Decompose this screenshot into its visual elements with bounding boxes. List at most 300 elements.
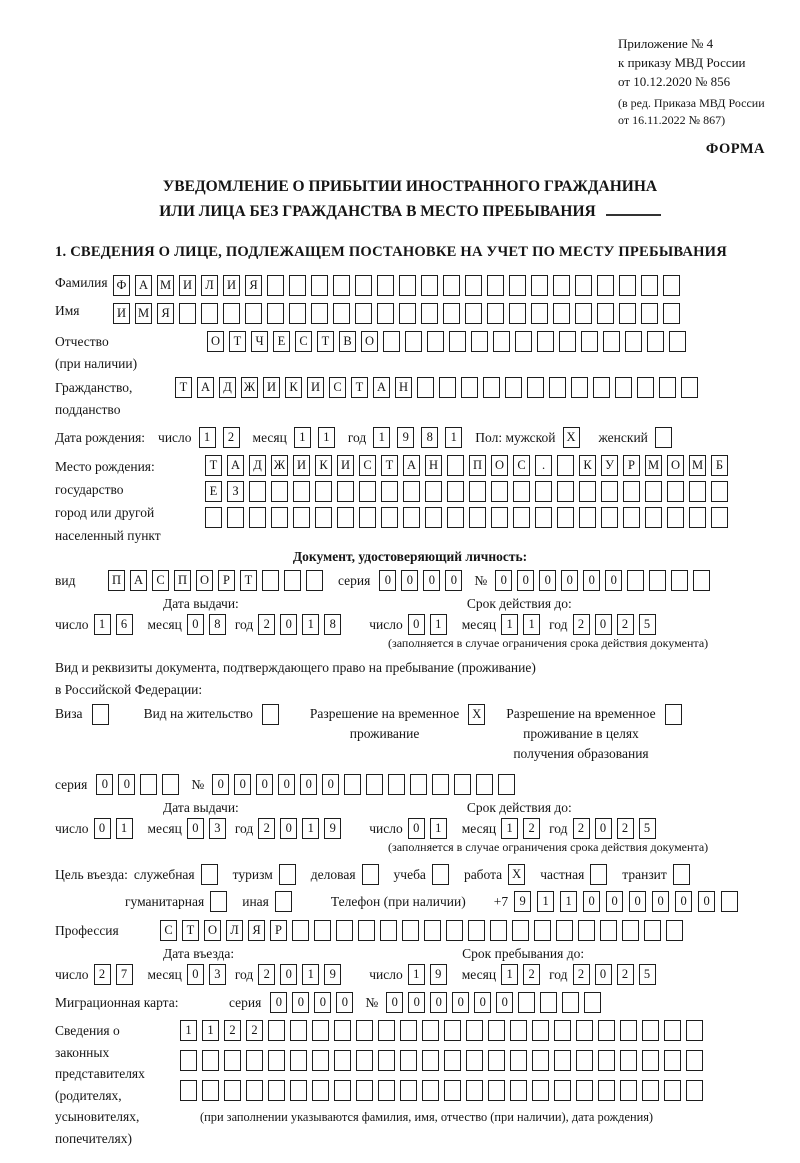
char-cell[interactable] <box>553 275 570 296</box>
char-cell[interactable] <box>627 570 644 591</box>
char-cell[interactable] <box>554 1080 571 1101</box>
char-cell[interactable] <box>598 1020 615 1041</box>
char-cell[interactable]: 0 <box>539 570 556 591</box>
char-cell[interactable]: Т <box>175 377 192 398</box>
char-cell[interactable] <box>92 704 109 725</box>
char-cell[interactable] <box>559 331 576 352</box>
char-cell[interactable] <box>454 774 471 795</box>
char-cell[interactable] <box>615 377 632 398</box>
char-cell[interactable] <box>314 920 331 941</box>
char-cell[interactable]: Ф <box>113 275 130 296</box>
char-cell[interactable]: Ж <box>241 377 258 398</box>
residence-expiry-year-boxes[interactable] <box>573 818 661 839</box>
char-cell[interactable] <box>476 774 493 795</box>
char-cell[interactable]: Д <box>219 377 236 398</box>
char-cell[interactable] <box>601 481 618 502</box>
char-cell[interactable]: 0 <box>118 774 135 795</box>
char-cell[interactable]: 0 <box>430 992 447 1013</box>
char-cell[interactable] <box>665 704 682 725</box>
char-cell[interactable]: 5 <box>639 614 656 635</box>
char-cell[interactable] <box>664 1050 681 1071</box>
char-cell[interactable]: Ж <box>271 455 288 476</box>
char-cell[interactable] <box>275 891 292 912</box>
char-cell[interactable] <box>693 570 710 591</box>
char-cell[interactable] <box>449 331 466 352</box>
char-cell[interactable]: 0 <box>583 570 600 591</box>
char-cell[interactable]: . <box>535 455 552 476</box>
char-cell[interactable]: 5 <box>639 818 656 839</box>
char-cell[interactable] <box>355 303 372 324</box>
char-cell[interactable]: 1 <box>302 614 319 635</box>
char-cell[interactable]: 1 <box>501 818 518 839</box>
char-cell[interactable]: Р <box>270 920 287 941</box>
doc-expiry-year-boxes[interactable] <box>573 614 661 635</box>
char-cell[interactable] <box>513 507 530 528</box>
purpose-tourism-checkbox[interactable] <box>279 864 302 885</box>
char-cell[interactable]: 0 <box>280 818 297 839</box>
char-cell[interactable] <box>575 275 592 296</box>
char-cell[interactable]: А <box>135 275 152 296</box>
char-cell[interactable]: А <box>130 570 147 591</box>
char-cell[interactable] <box>246 1080 263 1101</box>
char-cell[interactable]: А <box>197 377 214 398</box>
char-cell[interactable]: 0 <box>452 992 469 1013</box>
char-cell[interactable] <box>447 507 464 528</box>
char-cell[interactable] <box>513 481 530 502</box>
char-cell[interactable]: 2 <box>617 964 634 985</box>
visa-checkbox[interactable] <box>92 704 114 725</box>
char-cell[interactable] <box>201 864 218 885</box>
char-cell[interactable]: 2 <box>224 1020 241 1041</box>
char-cell[interactable] <box>537 331 554 352</box>
char-cell[interactable]: 1 <box>501 964 518 985</box>
char-cell[interactable] <box>223 303 240 324</box>
char-cell[interactable] <box>399 275 416 296</box>
char-cell[interactable]: Я <box>245 275 262 296</box>
char-cell[interactable] <box>686 1080 703 1101</box>
char-cell[interactable] <box>377 303 394 324</box>
citizenship-boxes[interactable] <box>175 377 703 398</box>
char-cell[interactable] <box>509 303 526 324</box>
purpose-study-checkbox[interactable] <box>432 864 455 885</box>
profession-boxes[interactable] <box>160 920 688 941</box>
char-cell[interactable] <box>312 1050 329 1071</box>
char-cell[interactable] <box>249 481 266 502</box>
char-cell[interactable] <box>510 1020 527 1041</box>
char-cell[interactable] <box>403 507 420 528</box>
char-cell[interactable]: Л <box>226 920 243 941</box>
char-cell[interactable]: П <box>469 455 486 476</box>
char-cell[interactable]: 0 <box>675 891 692 912</box>
char-cell[interactable]: 1 <box>199 427 216 448</box>
char-cell[interactable] <box>619 275 636 296</box>
char-cell[interactable]: Я <box>157 303 174 324</box>
char-cell[interactable] <box>483 377 500 398</box>
char-cell[interactable] <box>417 377 434 398</box>
char-cell[interactable]: С <box>329 377 346 398</box>
char-cell[interactable] <box>334 1020 351 1041</box>
entry-day-boxes[interactable] <box>94 964 138 985</box>
birth-place-row1-boxes[interactable] <box>205 455 733 476</box>
char-cell[interactable] <box>671 570 688 591</box>
char-cell[interactable] <box>647 331 664 352</box>
char-cell[interactable] <box>641 303 658 324</box>
char-cell[interactable]: Е <box>273 331 290 352</box>
char-cell[interactable]: 0 <box>423 570 440 591</box>
char-cell[interactable]: В <box>339 331 356 352</box>
char-cell[interactable] <box>466 1020 483 1041</box>
legal-reps-row2-boxes[interactable] <box>180 1050 708 1071</box>
char-cell[interactable] <box>509 275 526 296</box>
char-cell[interactable]: 0 <box>496 992 513 1013</box>
char-cell[interactable] <box>711 481 728 502</box>
char-cell[interactable]: С <box>513 455 530 476</box>
char-cell[interactable] <box>344 774 361 795</box>
char-cell[interactable]: 2 <box>573 614 590 635</box>
char-cell[interactable] <box>534 920 551 941</box>
stay-month-boxes[interactable] <box>501 964 545 985</box>
char-cell[interactable] <box>465 303 482 324</box>
char-cell[interactable] <box>337 481 354 502</box>
char-cell[interactable] <box>590 864 607 885</box>
char-cell[interactable] <box>584 992 601 1013</box>
char-cell[interactable]: И <box>263 377 280 398</box>
doc-expiry-day-boxes[interactable] <box>408 614 452 635</box>
char-cell[interactable]: 9 <box>430 964 447 985</box>
doc-number-boxes[interactable] <box>495 570 715 591</box>
char-cell[interactable]: Л <box>201 275 218 296</box>
char-cell[interactable] <box>383 331 400 352</box>
char-cell[interactable] <box>179 303 196 324</box>
char-cell[interactable] <box>268 1050 285 1071</box>
char-cell[interactable] <box>469 481 486 502</box>
char-cell[interactable] <box>620 1080 637 1101</box>
purpose-transit-checkbox[interactable] <box>673 864 696 885</box>
char-cell[interactable] <box>603 331 620 352</box>
char-cell[interactable] <box>293 481 310 502</box>
char-cell[interactable]: Т <box>182 920 199 941</box>
char-cell[interactable]: 0 <box>698 891 715 912</box>
char-cell[interactable] <box>487 303 504 324</box>
char-cell[interactable]: 1 <box>318 427 335 448</box>
char-cell[interactable] <box>306 570 323 591</box>
purpose-business-checkbox[interactable] <box>362 864 385 885</box>
char-cell[interactable]: 9 <box>514 891 531 912</box>
char-cell[interactable] <box>512 920 529 941</box>
char-cell[interactable] <box>421 303 438 324</box>
char-cell[interactable] <box>686 1020 703 1041</box>
char-cell[interactable]: Т <box>381 455 398 476</box>
char-cell[interactable]: 0 <box>94 818 111 839</box>
surname-boxes[interactable] <box>113 275 685 296</box>
char-cell[interactable]: О <box>491 455 508 476</box>
char-cell[interactable] <box>461 377 478 398</box>
char-cell[interactable]: И <box>337 455 354 476</box>
char-cell[interactable]: С <box>295 331 312 352</box>
char-cell[interactable]: 5 <box>639 964 656 985</box>
char-cell[interactable] <box>597 303 614 324</box>
char-cell[interactable] <box>366 774 383 795</box>
char-cell[interactable]: 1 <box>445 427 462 448</box>
char-cell[interactable] <box>424 920 441 941</box>
char-cell[interactable] <box>571 377 588 398</box>
char-cell[interactable]: 0 <box>629 891 646 912</box>
char-cell[interactable] <box>359 507 376 528</box>
char-cell[interactable] <box>531 275 548 296</box>
char-cell[interactable] <box>162 774 179 795</box>
char-cell[interactable] <box>356 1020 373 1041</box>
char-cell[interactable]: А <box>227 455 244 476</box>
char-cell[interactable]: Д <box>249 455 266 476</box>
char-cell[interactable]: 0 <box>445 570 462 591</box>
char-cell[interactable] <box>664 1020 681 1041</box>
char-cell[interactable] <box>601 507 618 528</box>
char-cell[interactable] <box>334 1050 351 1071</box>
char-cell[interactable] <box>381 507 398 528</box>
patronymic-boxes[interactable] <box>207 331 691 352</box>
char-cell[interactable] <box>268 1020 285 1041</box>
char-cell[interactable] <box>439 377 456 398</box>
char-cell[interactable] <box>673 864 690 885</box>
char-cell[interactable]: 0 <box>314 992 331 1013</box>
char-cell[interactable] <box>465 275 482 296</box>
char-cell[interactable] <box>432 774 449 795</box>
char-cell[interactable] <box>400 1020 417 1041</box>
char-cell[interactable] <box>488 1020 505 1041</box>
char-cell[interactable]: Т <box>229 331 246 352</box>
char-cell[interactable] <box>443 275 460 296</box>
char-cell[interactable] <box>490 920 507 941</box>
char-cell[interactable]: Т <box>240 570 257 591</box>
char-cell[interactable]: З <box>227 481 244 502</box>
char-cell[interactable] <box>575 303 592 324</box>
stay-year-boxes[interactable] <box>573 964 661 985</box>
char-cell[interactable] <box>227 507 244 528</box>
char-cell[interactable]: Р <box>218 570 235 591</box>
birth-place-row2-boxes[interactable] <box>205 481 733 502</box>
char-cell[interactable] <box>721 891 738 912</box>
char-cell[interactable] <box>312 1080 329 1101</box>
char-cell[interactable]: 0 <box>300 774 317 795</box>
char-cell[interactable] <box>554 1020 571 1041</box>
char-cell[interactable] <box>378 1020 395 1041</box>
birth-day-boxes[interactable] <box>199 427 247 448</box>
char-cell[interactable] <box>466 1050 483 1071</box>
char-cell[interactable] <box>645 481 662 502</box>
char-cell[interactable] <box>267 303 284 324</box>
char-cell[interactable] <box>249 507 266 528</box>
char-cell[interactable] <box>381 481 398 502</box>
char-cell[interactable] <box>466 1080 483 1101</box>
char-cell[interactable]: О <box>207 331 224 352</box>
char-cell[interactable]: 2 <box>258 964 275 985</box>
char-cell[interactable] <box>655 427 672 448</box>
char-cell[interactable] <box>667 507 684 528</box>
char-cell[interactable]: И <box>307 377 324 398</box>
residence-series-boxes[interactable] <box>96 774 184 795</box>
char-cell[interactable] <box>527 377 544 398</box>
birth-place-row3-boxes[interactable] <box>205 507 733 528</box>
char-cell[interactable]: О <box>204 920 221 941</box>
residence-expiry-day-boxes[interactable] <box>408 818 452 839</box>
char-cell[interactable]: М <box>135 303 152 324</box>
char-cell[interactable] <box>598 1050 615 1071</box>
char-cell[interactable] <box>641 275 658 296</box>
name-boxes[interactable] <box>113 303 685 324</box>
char-cell[interactable] <box>293 507 310 528</box>
char-cell[interactable] <box>262 570 279 591</box>
char-cell[interactable] <box>334 1080 351 1101</box>
char-cell[interactable]: X <box>563 427 580 448</box>
char-cell[interactable] <box>686 1050 703 1071</box>
char-cell[interactable] <box>553 303 570 324</box>
char-cell[interactable] <box>645 507 662 528</box>
char-cell[interactable] <box>356 1080 373 1101</box>
char-cell[interactable]: 1 <box>94 614 111 635</box>
char-cell[interactable] <box>333 275 350 296</box>
char-cell[interactable]: А <box>373 377 390 398</box>
char-cell[interactable] <box>663 275 680 296</box>
char-cell[interactable] <box>443 303 460 324</box>
char-cell[interactable]: Т <box>351 377 368 398</box>
char-cell[interactable]: Е <box>205 481 222 502</box>
char-cell[interactable] <box>689 507 706 528</box>
char-cell[interactable] <box>444 1020 461 1041</box>
char-cell[interactable]: С <box>359 455 376 476</box>
char-cell[interactable] <box>557 455 574 476</box>
char-cell[interactable] <box>400 1050 417 1071</box>
birth-month-boxes[interactable] <box>294 427 342 448</box>
char-cell[interactable]: 0 <box>187 964 204 985</box>
char-cell[interactable] <box>337 507 354 528</box>
temp-residence-edu-checkbox[interactable] <box>665 704 687 725</box>
char-cell[interactable] <box>556 920 573 941</box>
purpose-other-checkbox[interactable] <box>275 891 298 912</box>
char-cell[interactable] <box>444 1080 461 1101</box>
char-cell[interactable] <box>246 1050 263 1071</box>
char-cell[interactable] <box>403 481 420 502</box>
char-cell[interactable] <box>620 1050 637 1071</box>
purpose-private-checkbox[interactable] <box>590 864 613 885</box>
entry-month-boxes[interactable] <box>187 964 231 985</box>
char-cell[interactable]: 0 <box>187 818 204 839</box>
char-cell[interactable] <box>576 1080 593 1101</box>
char-cell[interactable] <box>619 303 636 324</box>
temp-residence-checkbox[interactable] <box>468 704 490 725</box>
char-cell[interactable] <box>425 481 442 502</box>
char-cell[interactable] <box>210 891 227 912</box>
char-cell[interactable] <box>202 1050 219 1071</box>
char-cell[interactable]: 0 <box>605 570 622 591</box>
char-cell[interactable]: 3 <box>209 964 226 985</box>
char-cell[interactable] <box>535 507 552 528</box>
residence-issue-day-boxes[interactable] <box>94 818 138 839</box>
entry-year-boxes[interactable] <box>258 964 346 985</box>
stay-day-boxes[interactable] <box>408 964 452 985</box>
char-cell[interactable] <box>201 303 218 324</box>
char-cell[interactable]: 0 <box>379 570 396 591</box>
char-cell[interactable]: 0 <box>280 964 297 985</box>
char-cell[interactable] <box>290 1080 307 1101</box>
char-cell[interactable] <box>180 1080 197 1101</box>
char-cell[interactable]: 2 <box>223 427 240 448</box>
legal-reps-row3-boxes[interactable] <box>180 1080 708 1101</box>
char-cell[interactable] <box>625 331 642 352</box>
char-cell[interactable] <box>642 1050 659 1071</box>
char-cell[interactable] <box>488 1080 505 1101</box>
char-cell[interactable] <box>593 377 610 398</box>
char-cell[interactable] <box>659 377 676 398</box>
char-cell[interactable] <box>311 303 328 324</box>
char-cell[interactable] <box>549 377 566 398</box>
char-cell[interactable]: 0 <box>408 992 425 1013</box>
char-cell[interactable] <box>598 1080 615 1101</box>
sex-female-checkbox[interactable] <box>655 427 679 448</box>
char-cell[interactable]: X <box>468 704 485 725</box>
char-cell[interactable] <box>205 507 222 528</box>
char-cell[interactable] <box>488 1050 505 1071</box>
char-cell[interactable]: К <box>579 455 596 476</box>
doc-kind-boxes[interactable] <box>108 570 328 591</box>
char-cell[interactable] <box>579 507 596 528</box>
char-cell[interactable] <box>447 455 464 476</box>
char-cell[interactable] <box>532 1050 549 1071</box>
char-cell[interactable]: И <box>293 455 310 476</box>
char-cell[interactable]: О <box>196 570 213 591</box>
char-cell[interactable]: 1 <box>302 818 319 839</box>
char-cell[interactable] <box>355 275 372 296</box>
char-cell[interactable]: 0 <box>517 570 534 591</box>
char-cell[interactable]: 9 <box>324 964 341 985</box>
char-cell[interactable]: 2 <box>258 614 275 635</box>
char-cell[interactable] <box>487 275 504 296</box>
char-cell[interactable]: Р <box>623 455 640 476</box>
char-cell[interactable] <box>667 481 684 502</box>
char-cell[interactable]: Т <box>205 455 222 476</box>
char-cell[interactable]: С <box>160 920 177 941</box>
char-cell[interactable]: 0 <box>408 818 425 839</box>
char-cell[interactable] <box>388 774 405 795</box>
char-cell[interactable] <box>468 920 485 941</box>
char-cell[interactable]: Б <box>711 455 728 476</box>
char-cell[interactable] <box>663 303 680 324</box>
char-cell[interactable]: 0 <box>561 570 578 591</box>
char-cell[interactable] <box>540 992 557 1013</box>
char-cell[interactable] <box>576 1020 593 1041</box>
char-cell[interactable] <box>271 481 288 502</box>
char-cell[interactable] <box>515 331 532 352</box>
char-cell[interactable] <box>623 481 640 502</box>
char-cell[interactable]: 2 <box>523 964 540 985</box>
char-cell[interactable] <box>711 507 728 528</box>
char-cell[interactable] <box>427 331 444 352</box>
char-cell[interactable] <box>224 1080 241 1101</box>
char-cell[interactable] <box>421 275 438 296</box>
char-cell[interactable] <box>399 303 416 324</box>
char-cell[interactable] <box>642 1080 659 1101</box>
char-cell[interactable] <box>637 377 654 398</box>
char-cell[interactable]: 1 <box>523 614 540 635</box>
char-cell[interactable]: У <box>601 455 618 476</box>
sex-male-checkbox[interactable] <box>563 427 587 448</box>
char-cell[interactable] <box>623 507 640 528</box>
residence-expiry-month-boxes[interactable] <box>501 818 545 839</box>
char-cell[interactable] <box>262 704 279 725</box>
char-cell[interactable] <box>311 275 328 296</box>
char-cell[interactable]: И <box>223 275 240 296</box>
char-cell[interactable]: И <box>113 303 130 324</box>
char-cell[interactable]: 7 <box>116 964 133 985</box>
